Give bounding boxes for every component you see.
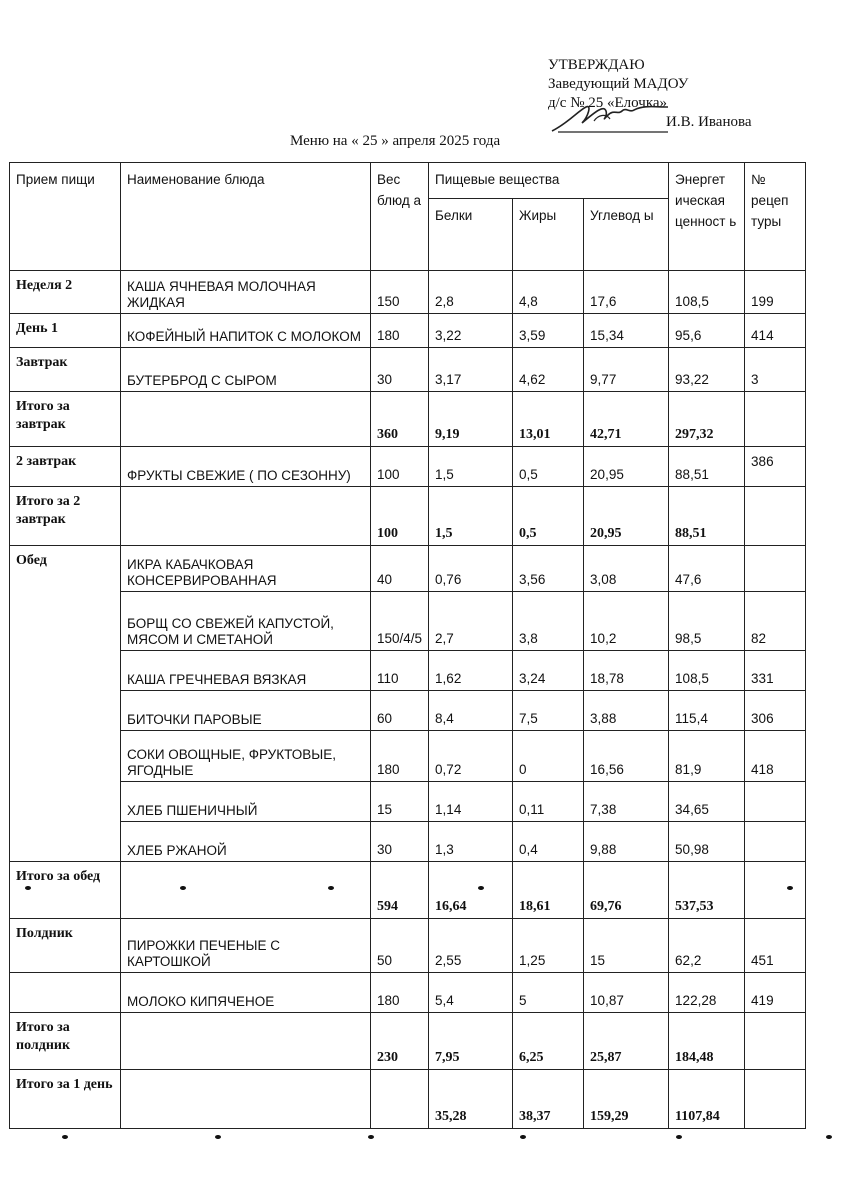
energy-cell: 62,2 — [669, 919, 745, 973]
approval-line-4: И.В. Иванова — [666, 114, 752, 130]
weight-cell: 100 — [371, 447, 429, 487]
energy-cell: 47,6 — [669, 546, 745, 592]
energy-cell: 108,5 — [669, 651, 745, 691]
recipe-cell: 306 — [745, 691, 806, 731]
table-row — [10, 731, 806, 782]
carbs-cell: 42,71 — [584, 392, 669, 447]
carbs-cell: 7,38 — [584, 782, 669, 822]
protein-cell: 1,5 — [429, 447, 513, 487]
total-row — [10, 392, 806, 447]
dish-name-cell — [121, 862, 371, 919]
scan-mark — [215, 1135, 221, 1139]
total-row — [10, 862, 806, 919]
dish-name-cell — [121, 392, 371, 447]
carbs-cell: 10,2 — [584, 592, 669, 651]
dish-name-cell: ХЛЕБ ПШЕНИЧНЫЙ — [121, 782, 371, 822]
protein-cell: 5,4 — [429, 973, 513, 1013]
header-fat: Жиры — [513, 199, 584, 271]
fat-cell: 0,5 — [513, 487, 584, 546]
meal-cell: Завтрак — [10, 348, 121, 392]
scan-mark — [328, 886, 334, 890]
carbs-cell: 20,95 — [584, 487, 669, 546]
scan-mark — [676, 1135, 682, 1139]
protein-cell: 8,4 — [429, 691, 513, 731]
fat-cell: 13,01 — [513, 392, 584, 447]
recipe-cell: 82 — [745, 592, 806, 651]
fat-cell: 0 — [513, 731, 584, 782]
header-meal: Прием пищи — [10, 163, 121, 271]
header-nutrients: Пищевые вещества — [429, 163, 669, 199]
header-recipe: № рецеп туры — [745, 163, 806, 271]
energy-cell: 95,6 — [669, 314, 745, 348]
dish-name-cell: БУТЕРБРОД С СЫРОМ — [121, 348, 371, 392]
table-row — [10, 271, 806, 314]
energy-cell: 115,4 — [669, 691, 745, 731]
table-row — [10, 782, 806, 822]
protein-cell: 7,95 — [429, 1013, 513, 1070]
table-row — [10, 546, 806, 592]
energy-cell: 98,5 — [669, 592, 745, 651]
meal-cell — [10, 973, 121, 1013]
energy-cell: 184,48 — [669, 1013, 745, 1070]
scan-mark — [478, 886, 484, 890]
recipe-cell: 414 — [745, 314, 806, 348]
protein-cell: 3,17 — [429, 348, 513, 392]
weight-cell: 60 — [371, 691, 429, 731]
protein-cell: 3,22 — [429, 314, 513, 348]
recipe-cell — [745, 1013, 806, 1070]
carbs-cell: 25,87 — [584, 1013, 669, 1070]
recipe-cell — [745, 1070, 806, 1129]
energy-cell: 93,22 — [669, 348, 745, 392]
carbs-cell: 20,95 — [584, 447, 669, 487]
fat-cell: 1,25 — [513, 919, 584, 973]
fat-cell: 0,5 — [513, 447, 584, 487]
recipe-cell: 331 — [745, 651, 806, 691]
fat-cell: 3,8 — [513, 592, 584, 651]
fat-cell: 4,8 — [513, 271, 584, 314]
fat-cell: 7,5 — [513, 691, 584, 731]
protein-cell: 1,62 — [429, 651, 513, 691]
table-row — [10, 919, 806, 973]
dish-name-cell — [121, 1070, 371, 1129]
recipe-cell: 386 — [745, 447, 806, 487]
weight-cell — [371, 1070, 429, 1129]
fat-cell: 3,56 — [513, 546, 584, 592]
energy-cell: 1107,84 — [669, 1070, 745, 1129]
header-weight: Вес блюд а — [371, 163, 429, 271]
total-row — [10, 1070, 806, 1129]
meal-cell: День 1 — [10, 314, 121, 348]
energy-cell: 297,32 — [669, 392, 745, 447]
weight-cell: 100 — [371, 487, 429, 546]
approval-line-2: Заведующий МАДОУ — [548, 76, 689, 92]
weight-cell: 594 — [371, 862, 429, 919]
header-dish: Наименование блюда — [121, 163, 371, 271]
protein-cell: 9,19 — [429, 392, 513, 447]
meal-cell: Итого за обед — [10, 862, 121, 919]
signature-icon — [548, 101, 673, 135]
energy-cell: 81,9 — [669, 731, 745, 782]
total-row — [10, 1013, 806, 1070]
weight-cell: 150 — [371, 271, 429, 314]
dish-name-cell: ПИРОЖКИ ПЕЧЕНЫЕ С КАРТОШКОЙ — [121, 919, 371, 973]
carbs-cell: 9,77 — [584, 348, 669, 392]
weight-cell: 110 — [371, 651, 429, 691]
carbs-cell: 16,56 — [584, 731, 669, 782]
meal-cell: Полдник — [10, 919, 121, 973]
dish-name-cell: КАША ГРЕЧНЕВАЯ ВЯЗКАЯ — [121, 651, 371, 691]
table-row — [10, 973, 806, 1013]
meal-cell: Итого за 1 день — [10, 1070, 121, 1129]
energy-cell: 122,28 — [669, 973, 745, 1013]
header-energy: Энергет ическая ценност ь — [669, 163, 745, 271]
table-row — [10, 314, 806, 348]
weight-cell: 180 — [371, 314, 429, 348]
meal-cell: Обед — [10, 546, 121, 862]
dish-name-cell: ХЛЕБ РЖАНОЙ — [121, 822, 371, 862]
recipe-cell: 419 — [745, 973, 806, 1013]
recipe-cell — [745, 546, 806, 592]
weight-cell: 30 — [371, 348, 429, 392]
protein-cell: 0,72 — [429, 731, 513, 782]
energy-cell: 50,98 — [669, 822, 745, 862]
fat-cell: 0,4 — [513, 822, 584, 862]
meal-cell: Итого за полдник — [10, 1013, 121, 1070]
dish-name-cell: ФРУКТЫ СВЕЖИЕ ( ПО СЕЗОННУ) — [121, 447, 371, 487]
total-row — [10, 487, 806, 546]
approval-block — [548, 56, 752, 132]
scan-mark — [520, 1135, 526, 1139]
dish-name-cell: ИКРА КАБАЧКОВАЯ КОНСЕРВИРОВАННАЯ — [121, 546, 371, 592]
carbs-cell: 18,78 — [584, 651, 669, 691]
table-row — [10, 691, 806, 731]
protein-cell: 16,64 — [429, 862, 513, 919]
weight-cell: 30 — [371, 822, 429, 862]
carbs-cell: 159,29 — [584, 1070, 669, 1129]
dish-name-cell — [121, 1013, 371, 1070]
recipe-cell — [745, 862, 806, 919]
recipe-cell — [745, 822, 806, 862]
menu-table-body — [10, 271, 806, 1129]
header-protein: Белки — [429, 199, 513, 271]
scan-mark — [826, 1135, 832, 1139]
protein-cell: 2,55 — [429, 919, 513, 973]
protein-cell: 1,3 — [429, 822, 513, 862]
dish-name-cell: БОРЩ СО СВЕЖЕЙ КАПУСТОЙ, МЯСОМ И СМЕТАНОЙ — [121, 592, 371, 651]
table-row — [10, 447, 806, 487]
table-row — [10, 822, 806, 862]
carbs-cell: 3,08 — [584, 546, 669, 592]
dish-name-cell: БИТОЧКИ ПАРОВЫЕ — [121, 691, 371, 731]
scan-mark — [62, 1135, 68, 1139]
weight-cell: 180 — [371, 973, 429, 1013]
energy-cell: 88,51 — [669, 487, 745, 546]
recipe-cell: 418 — [745, 731, 806, 782]
recipe-cell — [745, 487, 806, 546]
recipe-cell: 3 — [745, 348, 806, 392]
meal-cell: Итого за 2 завтрак — [10, 487, 121, 546]
energy-cell: 88,51 — [669, 447, 745, 487]
fat-cell: 6,25 — [513, 1013, 584, 1070]
fat-cell: 5 — [513, 973, 584, 1013]
approval-line-1: УТВЕРЖДАЮ — [548, 57, 645, 73]
fat-cell: 3,59 — [513, 314, 584, 348]
carbs-cell: 69,76 — [584, 862, 669, 919]
scan-mark — [368, 1135, 374, 1139]
recipe-cell: 451 — [745, 919, 806, 973]
protein-cell: 1,14 — [429, 782, 513, 822]
fat-cell: 18,61 — [513, 862, 584, 919]
recipe-cell — [745, 782, 806, 822]
protein-cell: 2,8 — [429, 271, 513, 314]
protein-cell: 0,76 — [429, 546, 513, 592]
header-carbs: Углевод ы — [584, 199, 669, 271]
table-row — [10, 348, 806, 392]
dish-name-cell: СОКИ ОВОЩНЫЕ, ФРУКТОВЫЕ, ЯГОДНЫЕ — [121, 731, 371, 782]
meal-cell: Итого за завтрак — [10, 392, 121, 447]
meal-cell: Неделя 2 — [10, 271, 121, 314]
scan-mark — [180, 886, 186, 890]
protein-cell: 2,7 — [429, 592, 513, 651]
weight-cell: 50 — [371, 919, 429, 973]
weight-cell: 40 — [371, 546, 429, 592]
weight-cell: 360 — [371, 392, 429, 447]
table-row — [10, 651, 806, 691]
dish-name-cell: КАША ЯЧНЕВАЯ МОЛОЧНАЯ ЖИДКАЯ — [121, 271, 371, 314]
recipe-cell — [745, 392, 806, 447]
dish-name-cell: МОЛОКО КИПЯЧЕНОЕ — [121, 973, 371, 1013]
energy-cell: 34,65 — [669, 782, 745, 822]
fat-cell: 4,62 — [513, 348, 584, 392]
carbs-cell: 15,34 — [584, 314, 669, 348]
protein-cell: 1,5 — [429, 487, 513, 546]
approval-signature-line — [548, 113, 752, 132]
weight-cell: 180 — [371, 731, 429, 782]
meal-cell: 2 завтрак — [10, 447, 121, 487]
carbs-cell: 17,6 — [584, 271, 669, 314]
protein-cell: 35,28 — [429, 1070, 513, 1129]
approval-line-3: д/с № 25 «Елочка» — [548, 95, 668, 111]
weight-cell: 230 — [371, 1013, 429, 1070]
carbs-cell: 10,87 — [584, 973, 669, 1013]
dish-name-cell: КОФЕЙНЫЙ НАПИТОК С МОЛОКОМ — [121, 314, 371, 348]
recipe-cell: 199 — [745, 271, 806, 314]
fat-cell: 38,37 — [513, 1070, 584, 1129]
weight-cell: 150/4/5 — [371, 592, 429, 651]
scan-mark — [25, 886, 31, 890]
menu-table — [9, 162, 806, 1129]
fat-cell: 0,11 — [513, 782, 584, 822]
carbs-cell: 15 — [584, 919, 669, 973]
carbs-cell: 9,88 — [584, 822, 669, 862]
dish-name-cell — [121, 487, 371, 546]
page-title: Меню на « 25 » апреля 2025 года — [290, 133, 501, 149]
fat-cell: 3,24 — [513, 651, 584, 691]
energy-cell: 537,53 — [669, 862, 745, 919]
scan-mark — [787, 886, 793, 890]
carbs-cell: 3,88 — [584, 691, 669, 731]
weight-cell: 15 — [371, 782, 429, 822]
energy-cell: 108,5 — [669, 271, 745, 314]
table-row — [10, 592, 806, 651]
